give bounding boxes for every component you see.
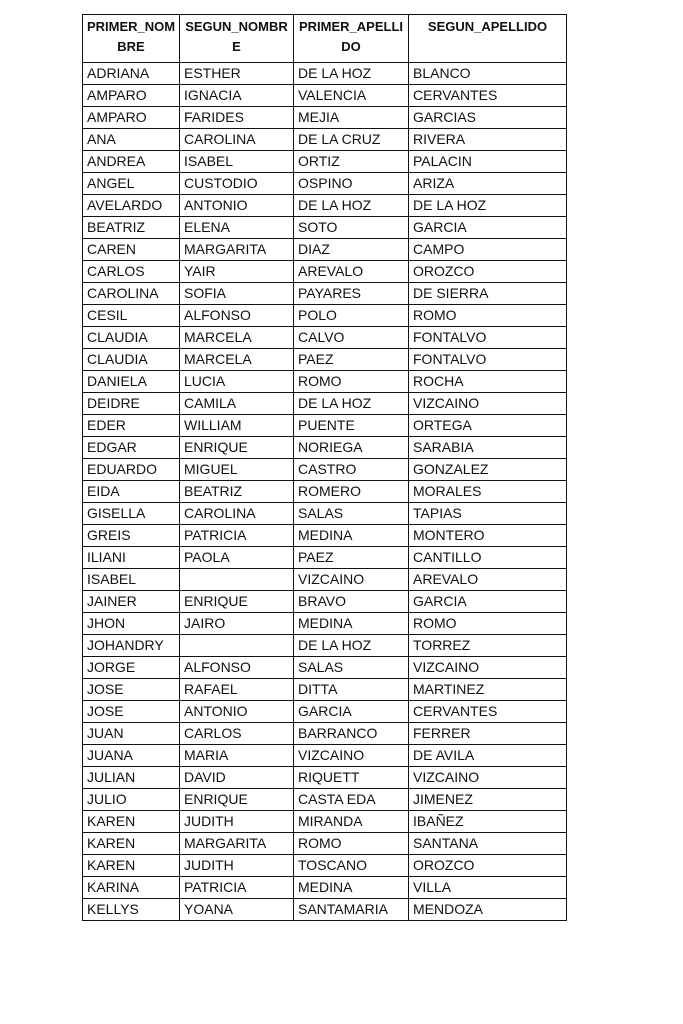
primer-nombre-cell: BEATRIZ (83, 217, 180, 239)
primer-apellido-cell: GARCIA (294, 701, 409, 723)
segun-nombre-cell: ESTHER (180, 63, 294, 85)
table-row (83, 877, 567, 899)
segun-nombre-cell: MARGARITA (180, 833, 294, 855)
primer-nombre-cell: DEIDRE (83, 393, 180, 415)
segun-nombre-cell: JAIRO (180, 613, 294, 635)
segun-nombre-cell: MIGUEL (180, 459, 294, 481)
segun-nombre-cell: SOFIA (180, 283, 294, 305)
segun-nombre-cell: PATRICIA (180, 877, 294, 899)
table-row (83, 503, 567, 525)
segun-apellido-cell: CERVANTES (409, 701, 567, 723)
primer-nombre-cell: CLAUDIA (83, 327, 180, 349)
segun-nombre-cell: WILLIAM (180, 415, 294, 437)
primer-apellido-cell: CASTA EDA (294, 789, 409, 811)
segun-apellido-cell: DE SIERRA (409, 283, 567, 305)
table-row (83, 151, 567, 173)
table-row (83, 173, 567, 195)
segun-apellido-cell: RIVERA (409, 129, 567, 151)
header-primer-apellido: PRIMER_APELLIDO (294, 15, 409, 63)
segun-apellido-cell: PALACIN (409, 151, 567, 173)
primer-nombre-cell: DANIELA (83, 371, 180, 393)
primer-nombre-cell: ILIANI (83, 547, 180, 569)
table-row (83, 525, 567, 547)
segun-nombre-cell: CUSTODIO (180, 173, 294, 195)
primer-nombre-cell: KARINA (83, 877, 180, 899)
segun-nombre-cell: ELENA (180, 217, 294, 239)
table-row (83, 195, 567, 217)
primer-apellido-cell: ROMERO (294, 481, 409, 503)
primer-nombre-cell: JOSE (83, 701, 180, 723)
segun-nombre-cell: PAOLA (180, 547, 294, 569)
table-row (83, 811, 567, 833)
primer-apellido-cell: DE LA HOZ (294, 195, 409, 217)
segun-apellido-cell: DE LA HOZ (409, 195, 567, 217)
primer-apellido-cell: BRAVO (294, 591, 409, 613)
segun-apellido-cell: ORTEGA (409, 415, 567, 437)
segun-nombre-cell: FARIDES (180, 107, 294, 129)
table-row (83, 63, 567, 85)
table-row (83, 371, 567, 393)
header-row (83, 15, 567, 63)
primer-apellido-cell: OSPINO (294, 173, 409, 195)
primer-apellido-cell: DIAZ (294, 239, 409, 261)
table-row (83, 635, 567, 657)
segun-apellido-cell: FONTALVO (409, 349, 567, 371)
table-row (83, 107, 567, 129)
segun-apellido-cell: OROZCO (409, 855, 567, 877)
table-row (83, 613, 567, 635)
table-row (83, 899, 567, 921)
segun-nombre-cell: ALFONSO (180, 657, 294, 679)
segun-apellido-cell: VIZCAINO (409, 767, 567, 789)
primer-apellido-cell: ROMO (294, 371, 409, 393)
table-row (83, 261, 567, 283)
segun-apellido-cell: GARCIA (409, 591, 567, 613)
segun-nombre-cell: CAMILA (180, 393, 294, 415)
table-row (83, 657, 567, 679)
primer-nombre-cell: CLAUDIA (83, 349, 180, 371)
primer-nombre-cell: KAREN (83, 833, 180, 855)
table-row (83, 239, 567, 261)
primer-apellido-cell: TOSCANO (294, 855, 409, 877)
segun-apellido-cell: BLANCO (409, 63, 567, 85)
primer-nombre-cell: ANDREA (83, 151, 180, 173)
table-row (83, 283, 567, 305)
primer-apellido-cell: ORTIZ (294, 151, 409, 173)
segun-apellido-cell: IBAÑEZ (409, 811, 567, 833)
primer-nombre-cell: JAINER (83, 591, 180, 613)
primer-apellido-cell: MEJIA (294, 107, 409, 129)
segun-apellido-cell: FERRER (409, 723, 567, 745)
segun-nombre-cell: ENRIQUE (180, 437, 294, 459)
segun-apellido-cell: TAPIAS (409, 503, 567, 525)
segun-apellido-cell: VILLA (409, 877, 567, 899)
table-row (83, 305, 567, 327)
primer-apellido-cell: MEDINA (294, 613, 409, 635)
primer-nombre-cell: AVELARDO (83, 195, 180, 217)
primer-nombre-cell: JULIO (83, 789, 180, 811)
segun-nombre-cell: MARGARITA (180, 239, 294, 261)
primer-nombre-cell: EIDA (83, 481, 180, 503)
primer-nombre-cell: JULIAN (83, 767, 180, 789)
primer-nombre-cell: KAREN (83, 855, 180, 877)
table-row (83, 481, 567, 503)
segun-apellido-cell: OROZCO (409, 261, 567, 283)
primer-nombre-cell: AMPARO (83, 85, 180, 107)
segun-nombre-cell: ENRIQUE (180, 591, 294, 613)
primer-nombre-cell: KELLYS (83, 899, 180, 921)
primer-apellido-cell: SALAS (294, 657, 409, 679)
primer-nombre-cell: EDER (83, 415, 180, 437)
primer-nombre-cell: AMPARO (83, 107, 180, 129)
table-row (83, 591, 567, 613)
primer-nombre-cell: KAREN (83, 811, 180, 833)
table-row (83, 217, 567, 239)
segun-nombre-cell (180, 635, 294, 657)
primer-apellido-cell: DITTA (294, 679, 409, 701)
segun-apellido-cell: TORREZ (409, 635, 567, 657)
segun-apellido-cell: GARCIAS (409, 107, 567, 129)
primer-nombre-cell: JHON (83, 613, 180, 635)
segun-apellido-cell: VIZCAINO (409, 657, 567, 679)
table-row (83, 547, 567, 569)
segun-nombre-cell: MARCELA (180, 327, 294, 349)
primer-apellido-cell: SALAS (294, 503, 409, 525)
segun-nombre-cell: RAFAEL (180, 679, 294, 701)
primer-apellido-cell: ROMO (294, 833, 409, 855)
segun-nombre-cell: MARIA (180, 745, 294, 767)
primer-nombre-cell: CESIL (83, 305, 180, 327)
segun-apellido-cell: MONTERO (409, 525, 567, 547)
primer-nombre-cell: CAROLINA (83, 283, 180, 305)
primer-apellido-cell: DE LA CRUZ (294, 129, 409, 151)
primer-apellido-cell: CALVO (294, 327, 409, 349)
table-row (83, 415, 567, 437)
primer-nombre-cell: CAREN (83, 239, 180, 261)
segun-nombre-cell: YOANA (180, 899, 294, 921)
segun-nombre-cell: ANTONIO (180, 701, 294, 723)
primer-apellido-cell: PAEZ (294, 349, 409, 371)
table-row (83, 767, 567, 789)
segun-nombre-cell: CAROLINA (180, 129, 294, 151)
segun-nombre-cell: CAROLINA (180, 503, 294, 525)
table-row (83, 349, 567, 371)
table-row (83, 701, 567, 723)
table-row (83, 855, 567, 877)
segun-nombre-cell (180, 569, 294, 591)
names-table (82, 14, 567, 921)
table-row (83, 459, 567, 481)
primer-apellido-cell: MIRANDA (294, 811, 409, 833)
segun-nombre-cell: YAIR (180, 261, 294, 283)
segun-apellido-cell: CERVANTES (409, 85, 567, 107)
primer-apellido-cell: RIQUETT (294, 767, 409, 789)
segun-nombre-cell: CARLOS (180, 723, 294, 745)
primer-apellido-cell: VALENCIA (294, 85, 409, 107)
segun-nombre-cell: MARCELA (180, 349, 294, 371)
segun-nombre-cell: LUCIA (180, 371, 294, 393)
primer-nombre-cell: JOHANDRY (83, 635, 180, 657)
segun-apellido-cell: SANTANA (409, 833, 567, 855)
primer-nombre-cell: JOSE (83, 679, 180, 701)
primer-apellido-cell: MEDINA (294, 525, 409, 547)
primer-apellido-cell: SANTAMARIA (294, 899, 409, 921)
segun-nombre-cell: ISABEL (180, 151, 294, 173)
primer-apellido-cell: BARRANCO (294, 723, 409, 745)
segun-nombre-cell: JUDITH (180, 811, 294, 833)
primer-apellido-cell: VIZCAINO (294, 569, 409, 591)
segun-apellido-cell: VIZCAINO (409, 393, 567, 415)
segun-apellido-cell: AREVALO (409, 569, 567, 591)
table-header (83, 15, 567, 63)
primer-apellido-cell: SOTO (294, 217, 409, 239)
header-segun-apellido: SEGUN_APELLIDO (409, 15, 567, 63)
primer-nombre-cell: GREIS (83, 525, 180, 547)
primer-apellido-cell: VIZCAINO (294, 745, 409, 767)
segun-nombre-cell: ALFONSO (180, 305, 294, 327)
segun-apellido-cell: FONTALVO (409, 327, 567, 349)
header-primer-nombre: PRIMER_NOMBRE (83, 15, 180, 63)
segun-apellido-cell: GARCIA (409, 217, 567, 239)
segun-apellido-cell: GONZALEZ (409, 459, 567, 481)
table-row (83, 723, 567, 745)
segun-apellido-cell: MORALES (409, 481, 567, 503)
primer-nombre-cell: JUANA (83, 745, 180, 767)
primer-nombre-cell: EDGAR (83, 437, 180, 459)
segun-apellido-cell: ARIZA (409, 173, 567, 195)
primer-nombre-cell: ISABEL (83, 569, 180, 591)
segun-nombre-cell: PATRICIA (180, 525, 294, 547)
segun-apellido-cell: CAMPO (409, 239, 567, 261)
table-row (83, 129, 567, 151)
primer-nombre-cell: JORGE (83, 657, 180, 679)
primer-nombre-cell: ANGEL (83, 173, 180, 195)
segun-apellido-cell: CANTILLO (409, 547, 567, 569)
primer-apellido-cell: MEDINA (294, 877, 409, 899)
primer-apellido-cell: POLO (294, 305, 409, 327)
primer-nombre-cell: ANA (83, 129, 180, 151)
table-row (83, 745, 567, 767)
segun-nombre-cell: IGNACIA (180, 85, 294, 107)
segun-apellido-cell: ROCHA (409, 371, 567, 393)
table-row (83, 437, 567, 459)
primer-apellido-cell: DE LA HOZ (294, 635, 409, 657)
primer-apellido-cell: DE LA HOZ (294, 63, 409, 85)
table-row (83, 85, 567, 107)
header-segun-nombre: SEGUN_NOMBRE (180, 15, 294, 63)
table-row (83, 789, 567, 811)
segun-nombre-cell: DAVID (180, 767, 294, 789)
segun-apellido-cell: MARTINEZ (409, 679, 567, 701)
primer-apellido-cell: DE LA HOZ (294, 393, 409, 415)
segun-apellido-cell: JIMENEZ (409, 789, 567, 811)
primer-apellido-cell: CASTRO (294, 459, 409, 481)
table-row (83, 833, 567, 855)
segun-nombre-cell: ENRIQUE (180, 789, 294, 811)
primer-nombre-cell: CARLOS (83, 261, 180, 283)
segun-nombre-cell: BEATRIZ (180, 481, 294, 503)
segun-apellido-cell: ROMO (409, 613, 567, 635)
segun-apellido-cell: ROMO (409, 305, 567, 327)
primer-apellido-cell: PAEZ (294, 547, 409, 569)
segun-apellido-cell: DE AVILA (409, 745, 567, 767)
table-row (83, 569, 567, 591)
primer-nombre-cell: ADRIANA (83, 63, 180, 85)
primer-apellido-cell: PUENTE (294, 415, 409, 437)
primer-nombre-cell: JUAN (83, 723, 180, 745)
table-body (83, 63, 567, 921)
primer-nombre-cell: GISELLA (83, 503, 180, 525)
primer-apellido-cell: PAYARES (294, 283, 409, 305)
primer-apellido-cell: NORIEGA (294, 437, 409, 459)
primer-nombre-cell: EDUARDO (83, 459, 180, 481)
segun-nombre-cell: ANTONIO (180, 195, 294, 217)
table-row (83, 393, 567, 415)
segun-apellido-cell: SARABIA (409, 437, 567, 459)
segun-nombre-cell: JUDITH (180, 855, 294, 877)
segun-apellido-cell: MENDOZA (409, 899, 567, 921)
primer-apellido-cell: AREVALO (294, 261, 409, 283)
table-row (83, 679, 567, 701)
table-row (83, 327, 567, 349)
